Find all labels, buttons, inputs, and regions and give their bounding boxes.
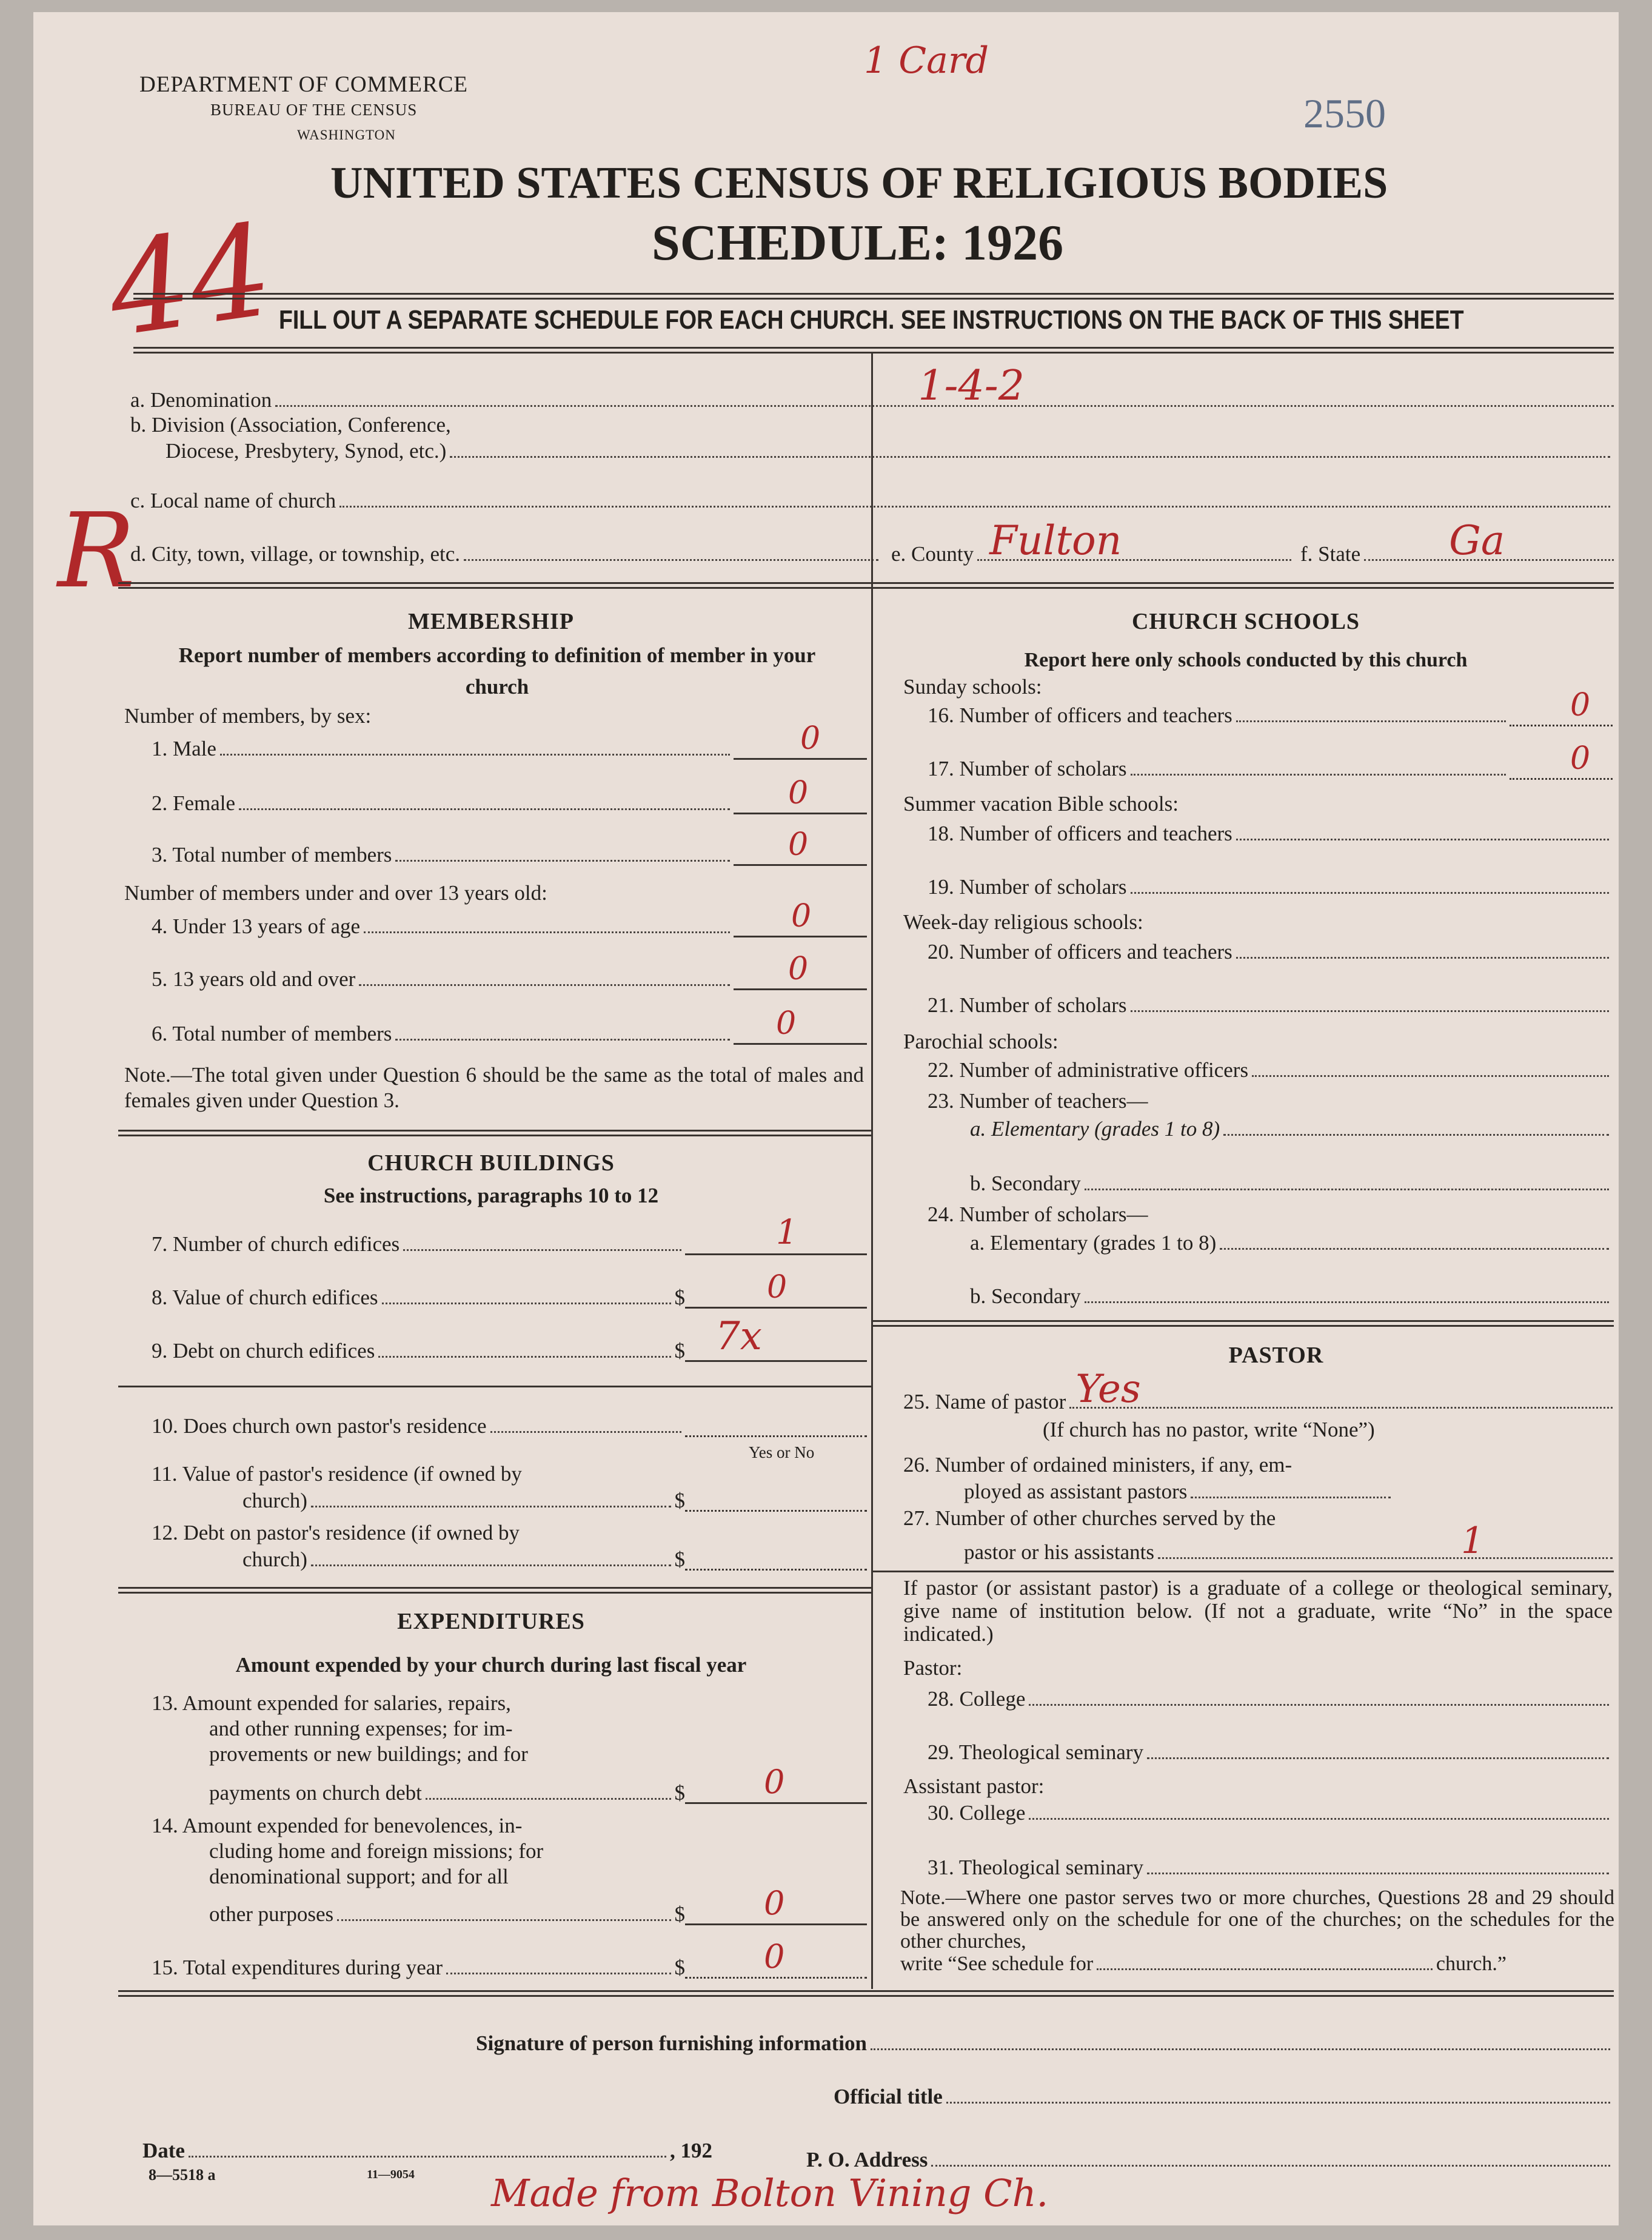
schools-rule: [873, 1320, 1614, 1327]
q14-label: 14. Amount expended for benevolences, in- cluding home and foreign missions; for denominational support; and for all: [152, 1814, 544, 1888]
state-field[interactable]: f. State Ga: [1300, 540, 1614, 566]
q9-debt-edifices[interactable]: 9. Debt on church edifices $ 7x: [152, 1339, 867, 1363]
q16-sunday-teachers[interactable]: 16. Number of officers and teachers 0: [928, 703, 1613, 728]
q17-value: 0: [1570, 740, 1591, 777]
q1-male[interactable]: 1. Male 0: [152, 737, 867, 761]
q13-running-expenses[interactable]: payments on church debt $ 0: [152, 1781, 867, 1805]
buildings-heading: CHURCH BUILDINGS: [367, 1150, 615, 1176]
q7-value: 1: [776, 1213, 798, 1252]
q11-label: 11. Value of pastor's residence (if owned by: [152, 1462, 522, 1486]
print-number: 11—9054: [367, 2168, 415, 2181]
signature-field[interactable]: Signature of person furnishing information: [476, 2031, 1614, 2056]
schools-sub: Report here only schools conducted by this church: [1024, 649, 1468, 671]
date-field[interactable]: Date , 192: [142, 2139, 712, 2162]
q23-label: 23. Number of teachers—: [928, 1089, 1148, 1113]
q15-total-expenditures[interactable]: 15. Total expenditures during year $ 0: [152, 1956, 867, 1980]
handwritten-number: 44: [99, 195, 281, 366]
buildings-mid-rule: [118, 1386, 871, 1387]
q5-over-13[interactable]: 5. 13 years old and over 0: [152, 967, 867, 991]
q23a-elementary-teachers[interactable]: a. Elementary (grades 1 to 8): [970, 1117, 1613, 1141]
header-rule-top: [133, 293, 1614, 300]
q10-residence[interactable]: 10. Does church own pastor's residence: [152, 1414, 867, 1438]
q24a-elementary-scholars[interactable]: a. Elementary (grades 1 to 8): [970, 1231, 1613, 1255]
q26-label: 26. Number of ordained ministers, if any, em-: [903, 1453, 1293, 1477]
q7-edifices[interactable]: 7. Number of church edifices 1: [152, 1232, 867, 1256]
column-divider: [871, 352, 873, 1989]
pastor-label: Pastor:: [903, 1656, 963, 1680]
parochial-label: Parochial schools:: [903, 1030, 1058, 1053]
membership-rule: [118, 1130, 871, 1136]
r-mark: R: [58, 491, 135, 611]
buildings-sub: See instructions, paragraphs 10 to 12: [323, 1184, 659, 1207]
graduate-note: If pastor (or assistant pastor) is a graduate of a college or theological seminary, give name of institution below. (If not a graduate, write “No” in the space indicated.): [903, 1576, 1613, 1646]
division-field[interactable]: Diocese, Presbytery, Synod, etc.): [130, 437, 1614, 463]
q3-total[interactable]: 3. Total number of members 0: [152, 843, 867, 867]
q5-value: 0: [788, 951, 809, 987]
q6-value: 0: [776, 1005, 797, 1042]
q13-value: 0: [764, 1763, 785, 1801]
q19-summer-scholars[interactable]: 19. Number of scholars: [928, 875, 1613, 899]
city-field[interactable]: d. City, town, village, or township, etc.: [130, 540, 882, 566]
weekday-label: Week-day religious schools:: [903, 910, 1143, 934]
sunday-label: Sunday schools:: [903, 675, 1042, 699]
footer-handwritten-note: Made from Bolton Vining Ch.: [491, 2171, 1049, 2215]
q28-college[interactable]: 28. College: [928, 1687, 1613, 1711]
q30-college[interactable]: 30. College: [928, 1801, 1613, 1825]
q8-value: 0: [767, 1269, 788, 1306]
q17-sunday-scholars[interactable]: 17. Number of scholars 0: [928, 757, 1613, 781]
fill-instruction: FILL OUT A SEPARATE SCHEDULE FOR EACH CHURCH. SEE INSTRUCTIONS ON THE BACK OF THIS SHEET: [279, 305, 1464, 335]
expenditures-sub: Amount expended by your church during last fiscal year: [235, 1653, 747, 1677]
q22-admin-officers[interactable]: 22. Number of administrative officers: [928, 1058, 1613, 1082]
see-schedule-field[interactable]: write “See schedule for church.”: [900, 1953, 1507, 1975]
schedule-year: SCHEDULE: 1926: [652, 215, 1064, 271]
po-address-field[interactable]: P. O. Address: [806, 2148, 1614, 2172]
pastor-heading: PASTOR: [1228, 1343, 1324, 1368]
pastor-note: Note.—Where one pastor serves two or more churches, Questions 28 and 29 should be answered only on the schedule for one of the churches; on the schedules for the other churches,: [900, 1886, 1614, 1953]
expenditures-heading: EXPENDITURES: [397, 1609, 585, 1634]
q24b-secondary-scholars[interactable]: b. Secondary: [970, 1284, 1613, 1309]
q27-value: 1: [1461, 1520, 1485, 1562]
q23b-secondary-teachers[interactable]: b. Secondary: [970, 1172, 1613, 1196]
q25-pastor-name[interactable]: 25. Name of pastor Yes: [903, 1383, 1613, 1414]
denomination-field[interactable]: a. Denomination 1-4-2: [130, 376, 1614, 412]
q25-note: (If church has no pastor, write “None”): [1043, 1418, 1375, 1441]
summer-label: Summer vacation Bible schools:: [903, 792, 1179, 816]
q18-summer-teachers[interactable]: 18. Number of officers and teachers: [928, 822, 1613, 846]
q20-weekday-teachers[interactable]: 20. Number of officers and teachers: [928, 940, 1613, 964]
buildings-rule: [118, 1587, 871, 1594]
q4-under-13[interactable]: 4. Under 13 years of age 0: [152, 914, 867, 939]
by-age-label: Number of members under and over 13 years old:: [124, 881, 547, 905]
q21-weekday-scholars[interactable]: 21. Number of scholars: [928, 993, 1613, 1018]
assistant-pastor-label: Assistant pastor:: [903, 1774, 1045, 1798]
card-note: 1 Card: [864, 39, 989, 82]
q14-benevolences[interactable]: other purposes $ 0: [152, 1902, 867, 1926]
by-sex-label: Number of members, by sex:: [124, 704, 372, 728]
membership-intro: Report number of members according to definition of member in your church: [178, 643, 816, 699]
q3-value: 0: [788, 827, 809, 863]
q26-assistant-pastors[interactable]: ployed as assistant pastors: [903, 1480, 1613, 1504]
county-field[interactable]: e. County Fulton: [891, 540, 1291, 566]
q12-debt-residence[interactable]: church) $: [152, 1548, 867, 1572]
q16-value: 0: [1570, 687, 1591, 723]
pastor-rule: [873, 1571, 1614, 1572]
denomination-code: 1-4-2: [918, 362, 1025, 410]
q27-label: 27. Number of other churches served by the: [903, 1506, 1276, 1530]
q13-label: 13. Amount expended for salaries, repairs, and other running expenses; for im- provements or new buildings; and for: [152, 1691, 528, 1766]
q25-value: Yes: [1075, 1367, 1141, 1412]
q9-value: 7x: [715, 1314, 762, 1359]
membership-note: Note.—The total given under Question 6 should be the same as the total of males and females given under Question 3.: [124, 1063, 864, 1112]
q14-value: 0: [764, 1884, 785, 1922]
membership-heading: MEMBERSHIP: [408, 609, 574, 634]
schools-heading: CHURCH SCHOOLS: [1131, 609, 1360, 634]
q2-female[interactable]: 2. Female 0: [152, 791, 867, 816]
department-label: DEPARTMENT OF COMMERCE: [139, 72, 468, 97]
local-name-field[interactable]: c. Local name of church: [130, 486, 1614, 513]
q2-value: 0: [788, 775, 809, 811]
q6-total[interactable]: 6. Total number of members 0: [152, 1022, 867, 1046]
footer-rule: [118, 1990, 1614, 1997]
q27-other-churches[interactable]: pastor or his assistants 1: [903, 1533, 1613, 1564]
official-title-field[interactable]: Official title: [834, 2085, 1614, 2109]
q31-seminary[interactable]: 31. Theological seminary: [928, 1856, 1613, 1880]
bureau-label: BUREAU OF THE CENSUS: [210, 101, 418, 119]
q8-value-edifices[interactable]: 8. Value of church edifices $ 0: [152, 1286, 867, 1310]
header-rule-bottom: [133, 347, 1614, 354]
census-schedule-sheet: [33, 12, 1619, 2225]
q24-label: 24. Number of scholars—: [928, 1202, 1148, 1226]
q11-value-residence[interactable]: church) $: [152, 1489, 867, 1513]
q29-seminary[interactable]: 29. Theological seminary: [928, 1740, 1613, 1765]
county-value: Fulton: [989, 517, 1122, 564]
form-title: UNITED STATES CENSUS OF RELIGIOUS BODIES: [330, 158, 1388, 208]
section-rule: [118, 582, 1614, 589]
state-value: Ga: [1449, 517, 1505, 564]
division-field-line1: b. Division (Association, Conference,: [130, 413, 451, 437]
q15-value: 0: [764, 1937, 785, 1976]
q4-value: 0: [791, 898, 812, 934]
q12-label: 12. Debt on pastor's residence (if owned by: [152, 1521, 520, 1544]
form-number: 8—5518 a: [149, 2166, 216, 2184]
q1-value: 0: [800, 720, 821, 757]
schedule-number: 2550: [1303, 90, 1386, 136]
city-label: WASHINGTON: [297, 127, 396, 143]
yes-no-hint: Yes or No: [749, 1443, 815, 1461]
